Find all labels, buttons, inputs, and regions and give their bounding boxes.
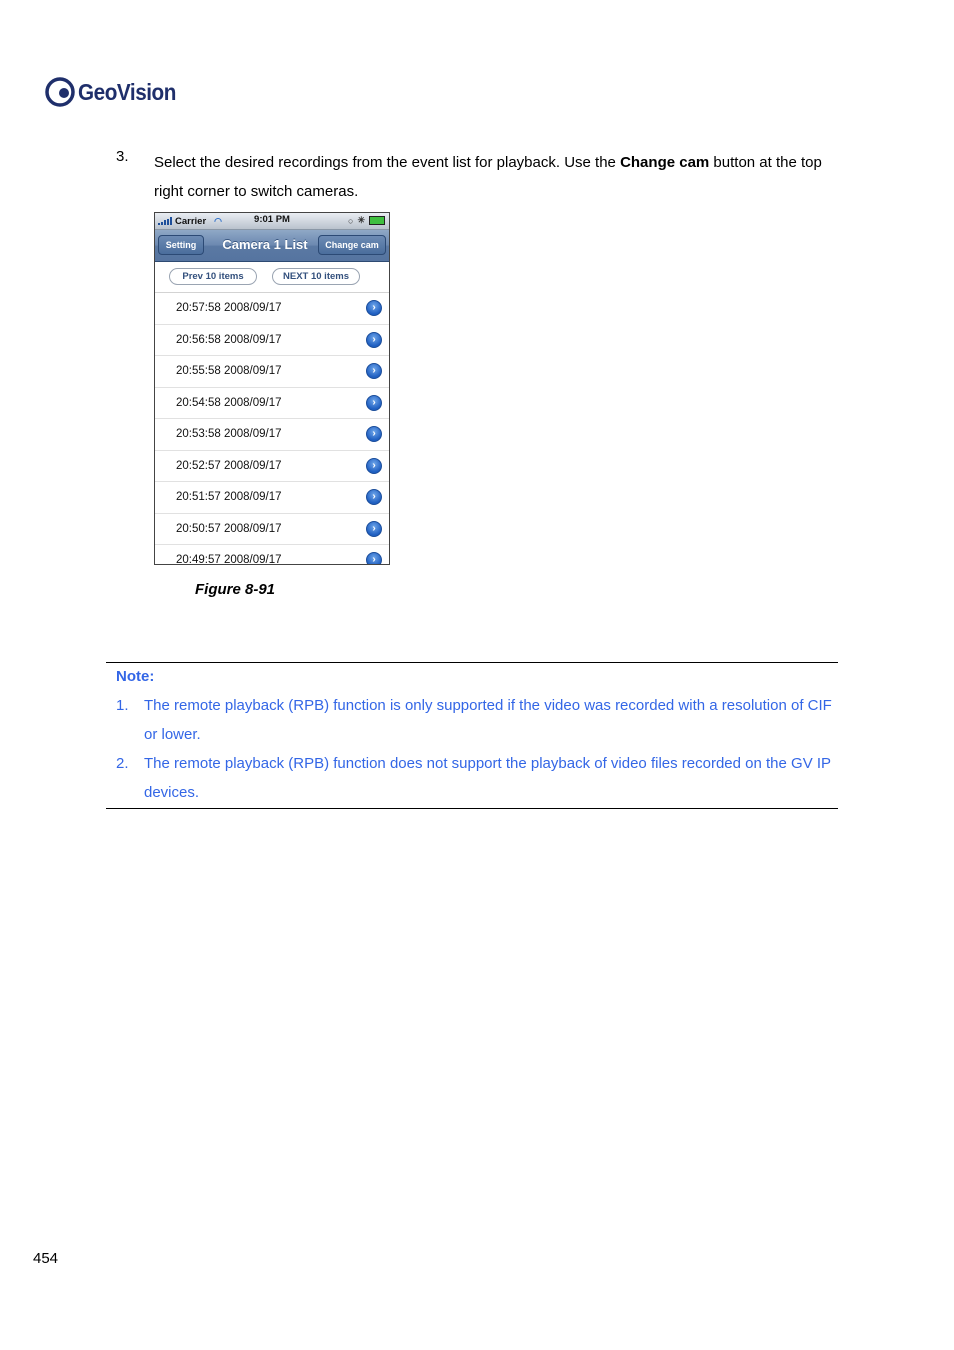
- change-cam-button[interactable]: Change cam: [318, 235, 386, 255]
- list-item-label: 20:57:58 2008/09/17: [176, 302, 282, 314]
- geovision-logo-icon: [44, 76, 76, 108]
- note-item-text: The remote playback (RPB) function does not support the playback of video files recorded on the GV IP devices.: [144, 755, 831, 801]
- nav-title: Camera 1 List: [222, 237, 308, 252]
- next-10-items-button[interactable]: NEXT 10 items: [272, 268, 360, 285]
- setting-button[interactable]: Setting: [158, 235, 204, 255]
- note-item-number: 1.: [116, 697, 129, 714]
- nav-bar: [155, 230, 389, 262]
- list-item[interactable]: [155, 482, 389, 514]
- list-item[interactable]: [155, 388, 389, 420]
- list-item-label: 20:50:57 2008/09/17: [176, 522, 282, 535]
- page-number: 454: [33, 1250, 59, 1267]
- bluetooth-icon: ✳: [357, 215, 365, 225]
- battery-icon: [369, 216, 385, 225]
- list-item[interactable]: [155, 419, 389, 451]
- disclosure-arrow-icon[interactable]: ›: [366, 552, 382, 565]
- carrier-label: Carrier: [175, 215, 207, 227]
- list-item[interactable]: [155, 356, 389, 388]
- list-item-label: 20:54:58 2008/09/17: [176, 396, 282, 409]
- disclosure-arrow-icon[interactable]: ›: [366, 426, 382, 442]
- disclosure-arrow-icon[interactable]: ›: [366, 300, 382, 316]
- status-bar: [155, 213, 389, 230]
- disclosure-arrow-icon[interactable]: ›: [366, 363, 382, 379]
- list-item-label: 20:49:57 2008/09/17: [176, 554, 282, 565]
- note-item-text: The remote playback (RPB) function is only supported if the video was recorded with a resolution of CIF or lower.: [144, 697, 832, 743]
- note-bottom-rule: [106, 808, 838, 809]
- event-list: [155, 293, 389, 565]
- prev-10-items-button[interactable]: Prev 10 items: [169, 268, 257, 285]
- disclosure-arrow-icon[interactable]: ›: [366, 395, 382, 411]
- list-item[interactable]: [155, 293, 389, 325]
- list-item[interactable]: [155, 545, 389, 565]
- figure-caption: Figure 8-91: [195, 581, 276, 598]
- note-top-rule: [106, 662, 838, 663]
- phone-screenshot: [154, 212, 390, 565]
- list-item-label: 20:56:58 2008/09/17: [176, 333, 282, 346]
- disclosure-arrow-icon[interactable]: ›: [366, 521, 382, 537]
- list-item[interactable]: [155, 451, 389, 483]
- list-item-label: 20:51:57 2008/09/17: [176, 491, 282, 503]
- disclosure-arrow-icon[interactable]: ›: [366, 458, 382, 474]
- wifi-icon: ◠: [214, 215, 223, 226]
- list-item[interactable]: [155, 514, 389, 546]
- logo-text: GeoVision: [78, 78, 176, 105]
- lock-icon: ○: [348, 215, 354, 226]
- pager-bar: [155, 262, 389, 293]
- note-item-number: 2.: [116, 755, 129, 772]
- disclosure-arrow-icon[interactable]: ›: [366, 489, 382, 505]
- list-item-label: 20:55:58 2008/09/17: [176, 365, 282, 377]
- list-item-label: 20:53:58 2008/09/17: [176, 428, 282, 440]
- step-text: Select the desired recordings from the event list for playback. Use the Change cam button at the top right corner to switch cameras.: [154, 154, 822, 200]
- geovision-logo: [44, 74, 187, 110]
- list-item-label: 20:52:57 2008/09/17: [176, 459, 282, 472]
- status-time: 9:01 PM: [254, 214, 290, 225]
- step-number: 3.: [116, 148, 129, 165]
- list-item[interactable]: [155, 325, 389, 357]
- note-title: Note:: [116, 668, 155, 685]
- change-cam-bold: Change cam: [620, 154, 710, 171]
- disclosure-arrow-icon[interactable]: ›: [366, 332, 382, 348]
